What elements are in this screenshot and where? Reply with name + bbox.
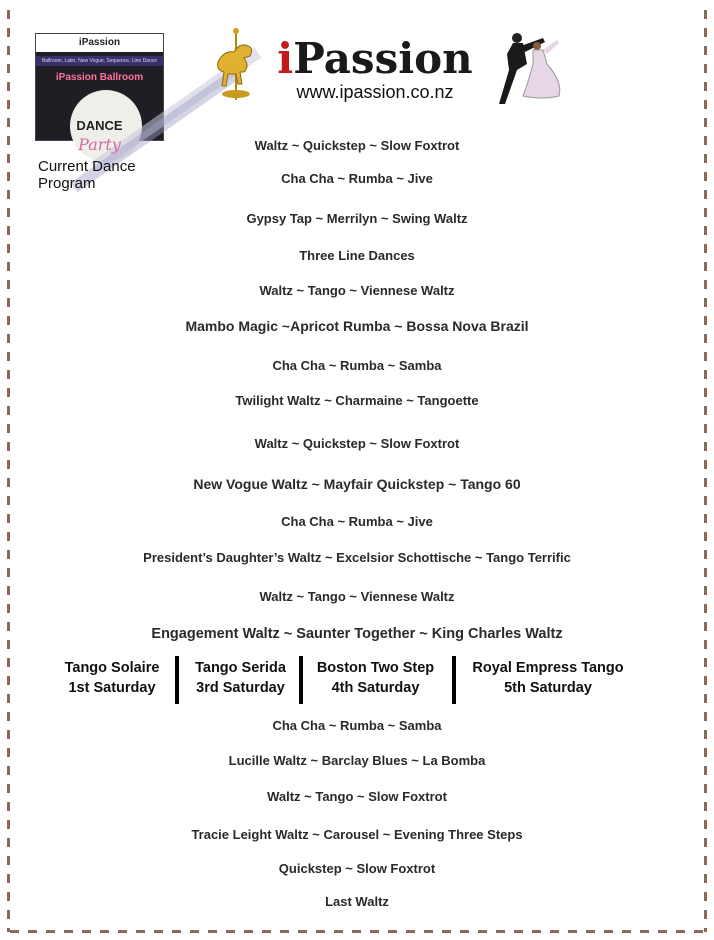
saturday-divider bbox=[452, 656, 456, 704]
dance-line: Engagement Waltz ~ Saunter Together ~ King Charles Waltz bbox=[151, 626, 563, 642]
program-label-line: Program bbox=[38, 175, 96, 192]
saturday-dance-name: Royal Empress Tango bbox=[472, 660, 624, 676]
dance-line: New Vogue Waltz ~ Mayfair Quickstep ~ Tango 60 bbox=[193, 476, 521, 492]
dance-party-logo bbox=[35, 33, 164, 154]
saturday-dance bbox=[308, 658, 443, 698]
brand-rest: Passion bbox=[293, 34, 473, 83]
saturday-dance-name: Tango Solaire bbox=[64, 660, 160, 676]
dance-line: Mambo Magic ~Apricot Rumba ~ Bossa Nova Brazil bbox=[185, 318, 529, 334]
dance-line: Tracie Leight Waltz ~ Carousel ~ Evening Three Steps bbox=[191, 827, 523, 842]
saturday-divider bbox=[299, 656, 303, 704]
saturday-dance bbox=[462, 658, 634, 698]
saturday-dance-when: 3rd Saturday bbox=[196, 680, 285, 696]
dance-line: Cha Cha ~ Rumba ~ Samba bbox=[272, 718, 442, 733]
dance-line: Three Line Dances bbox=[299, 248, 415, 263]
dance-line: Quickstep ~ Slow Foxtrot bbox=[278, 861, 436, 876]
dance-line: Last Waltz bbox=[325, 894, 389, 909]
logo-subheader: Ballroom, Latin, New Vogue, Sequence, Line Dance bbox=[36, 56, 163, 66]
logo-name: iPassion Ballroom bbox=[55, 72, 144, 83]
dance-line: Waltz ~ Quickstep ~ Slow Foxtrot bbox=[254, 138, 460, 153]
dance-line: Cha Cha ~ Rumba ~ Jive bbox=[281, 171, 433, 186]
dance-line: Gypsy Tap ~ Merrilyn ~ Swing Waltz bbox=[246, 211, 468, 226]
saturday-dance bbox=[183, 658, 298, 698]
dance-line: Lucille Waltz ~ Barclay Blues ~ La Bomba bbox=[228, 753, 486, 768]
brand-i: i bbox=[277, 34, 294, 83]
program-label-line: Current Dance bbox=[38, 158, 136, 175]
carousel-horse-icon bbox=[210, 28, 262, 100]
dance-line: Waltz ~ Quickstep ~ Slow Foxtrot bbox=[254, 436, 460, 451]
saturday-dance bbox=[52, 658, 172, 698]
logo-party-text: Party bbox=[78, 135, 121, 154]
dance-line: President’s Daughter’s Waltz ~ Excelsior Schottische ~ Tango Terrific bbox=[143, 550, 571, 565]
dance-line: Twilight Waltz ~ Charmaine ~ Tangoette bbox=[235, 393, 479, 408]
dance-line: Waltz ~ Tango ~ Slow Foxtrot bbox=[267, 789, 447, 804]
saturday-dance-when: 5th Saturday bbox=[504, 680, 592, 696]
saturday-dance-name: Tango Serida bbox=[195, 660, 286, 676]
saturday-divider bbox=[175, 656, 179, 704]
dance-line: Waltz ~ Tango ~ Viennese Waltz bbox=[259, 283, 455, 298]
dance-line: Waltz ~ Tango ~ Viennese Waltz bbox=[259, 589, 455, 604]
saturday-dance-when: 4th Saturday bbox=[331, 680, 420, 696]
dance-line: Cha Cha ~ Rumba ~ Jive bbox=[281, 514, 433, 529]
dance-line: Cha Cha ~ Rumba ~ Samba bbox=[272, 358, 442, 373]
logo-dance-text: DANCE bbox=[76, 118, 123, 133]
dancing-couple-icon bbox=[487, 30, 567, 106]
logo-header: iPassion bbox=[36, 34, 163, 52]
website-link[interactable]: www.ipassion.co.nz bbox=[296, 82, 454, 102]
saturday-dance-name: Boston Two Step bbox=[316, 660, 435, 676]
brand-title bbox=[275, 34, 475, 83]
saturday-dance-when: 1st Saturday bbox=[68, 680, 156, 696]
border-bottom bbox=[10, 930, 704, 933]
